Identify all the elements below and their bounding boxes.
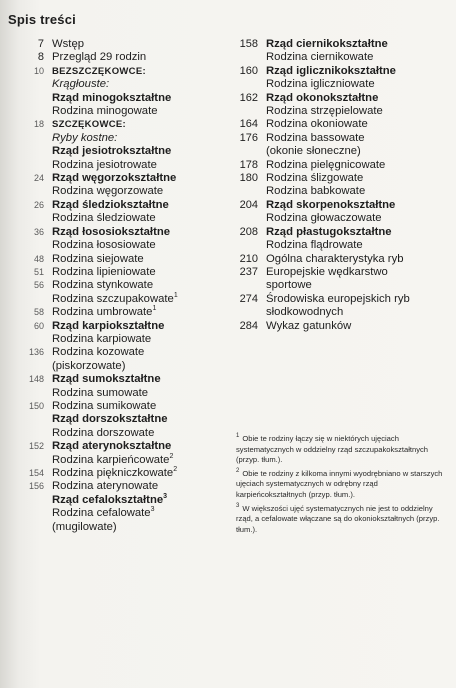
toc-entry-text: (piskorzowate)	[52, 359, 126, 372]
toc-entry	[18, 480, 228, 493]
toc-entry-label	[52, 306, 228, 319]
toc-entry-text: Wstęp	[52, 38, 85, 50]
toc-entry	[18, 78, 228, 91]
toc-entry-text: Rodzina węgorzowate	[52, 185, 164, 198]
footnote	[236, 434, 450, 466]
toc-entry	[18, 145, 228, 158]
toc-entry-text: Rodzina dorszowate	[52, 426, 155, 439]
toc-entry-text: Krągłouste:	[52, 78, 110, 91]
toc-page-number: 204	[239, 198, 258, 211]
toc-entry-text: Rodzina stynkowate	[52, 279, 154, 292]
toc-page-number: 274	[239, 292, 258, 305]
toc-entry-label	[52, 360, 228, 373]
toc-entry-text: Rząd węgorzokształtne	[52, 172, 177, 185]
toc-page-number: 152	[28, 441, 44, 452]
toc-page-number: 154	[28, 468, 44, 478]
toc-entry-text: Rodzina okoniowate	[266, 118, 368, 131]
toc-page-number: 10	[33, 65, 44, 76]
toc-entry-label	[266, 145, 450, 158]
toc-entry	[228, 266, 450, 279]
toc-entry-text: Rodzina lipieniowate	[52, 265, 156, 278]
footnote-mark: 3	[236, 503, 240, 510]
toc-entry-text: Rząd ciernikokształtne	[266, 38, 388, 50]
toc-entry-label	[266, 279, 450, 292]
footnote-marker: 2	[173, 466, 178, 474]
toc-entry-text: Rząd cefalokształtne	[52, 493, 164, 506]
toc-entry	[18, 427, 228, 440]
toc-entry-text: Rząd śledziokształtne	[52, 198, 169, 211]
toc-entry-label	[52, 118, 228, 131]
toc-page-number: 48	[33, 253, 44, 264]
toc-entry-text: Przegląd 29 rodzin	[52, 51, 147, 64]
toc-page-number: 162	[239, 91, 258, 104]
toc-entry	[228, 92, 450, 105]
toc-entry	[18, 521, 228, 534]
toc-entry	[18, 440, 228, 453]
toc-entry-label	[266, 132, 450, 145]
toc-entry-text: Wykaz gatunków	[266, 319, 352, 332]
toc-entry	[228, 172, 450, 185]
toc-entry	[18, 92, 228, 105]
toc-entry	[18, 346, 228, 359]
toc-page-number: 176	[239, 131, 258, 144]
toc-entry-text: Rodzina ślizgowate	[266, 172, 364, 185]
toc-entry-label	[52, 467, 228, 480]
toc-entry	[18, 132, 228, 145]
toc-entry-text: Rząd płastugokształtne	[266, 225, 392, 238]
toc-page-number: 18	[33, 119, 44, 130]
page-title: Spis treści	[8, 12, 76, 27]
toc-page-number: 136	[28, 347, 44, 358]
toc-entry-label	[52, 320, 228, 333]
toc-entry-text: Środowiska europejskich ryb	[266, 292, 410, 305]
toc-entry	[228, 226, 450, 239]
toc-entry	[18, 105, 228, 118]
toc-entry-text: Rząd jesiotrokształtne	[52, 145, 172, 158]
toc-entry	[18, 387, 228, 400]
toc-entry-text: Rząd minogokształtne	[52, 91, 172, 104]
toc-entry-label	[266, 65, 450, 78]
toc-entry-text: Ryby kostne:	[52, 131, 118, 144]
toc-entry-text: Rodzina karpiowate	[52, 332, 152, 345]
toc-entry-label	[52, 92, 228, 105]
toc-entry-text: Rodzina flądrowate	[266, 239, 363, 252]
footnote-marker: 1	[173, 291, 178, 299]
toc-entry-text: SZCZĘKOWCE:	[52, 119, 127, 131]
toc-entry-text: Rząd łososiokształtne	[52, 225, 171, 238]
toc-entry-text: sportowe	[266, 279, 312, 292]
toc-entry	[18, 306, 228, 319]
toc-entry-text: (okonie słoneczne)	[266, 145, 361, 158]
toc-page-number: 60	[33, 320, 44, 331]
toc-entry-text: Rząd sumokształtne	[52, 373, 161, 386]
toc-page-number: 36	[33, 226, 44, 237]
toc-entry-text: Rząd aterynokształtne	[52, 440, 172, 453]
toc-entry	[18, 266, 228, 279]
toc-entry	[228, 279, 450, 292]
toc-page-number: 208	[239, 225, 258, 238]
toc-entry	[18, 507, 228, 520]
toc-page-number: 158	[239, 38, 258, 50]
toc-entry	[228, 159, 450, 172]
toc-entry-text: Rodzina strzępielowate	[266, 105, 383, 118]
toc-entry	[18, 199, 228, 212]
toc-entry-text: Rodzina głowaczowate	[266, 212, 382, 225]
toc-entry-text: Rodzina pielęgnicowate	[266, 158, 386, 171]
toc-entry-label	[52, 387, 228, 400]
toc-entry	[18, 253, 228, 266]
toc-entry-text: Rodzina sumikowate	[52, 399, 157, 412]
toc-entry-text: Rodzina aterynowate	[52, 480, 159, 493]
toc-page-number: 160	[239, 64, 258, 77]
toc-entry-text: Rodzina ciernikowate	[266, 51, 374, 64]
toc-page-number: 148	[28, 374, 44, 385]
toc-entry-label	[52, 346, 228, 359]
toc-entry-text: Rząd dorszokształtne	[52, 413, 168, 426]
footnote-marker: 1	[152, 305, 157, 313]
toc-entry-label	[266, 118, 450, 131]
toc-entry-label	[266, 306, 450, 319]
toc-entry	[18, 467, 228, 480]
toc-entry	[18, 373, 228, 386]
toc-entry	[18, 360, 228, 373]
toc-entry-text: Rodzina minogowate	[52, 105, 158, 118]
toc-entry-label	[52, 440, 228, 453]
toc-entry-label	[52, 226, 228, 239]
toc-entry-label	[266, 293, 450, 306]
toc-entry-label	[52, 507, 228, 520]
toc-entry-text: Rząd karpiokształtne	[52, 319, 165, 332]
toc-entry	[18, 226, 228, 239]
toc-entry-label	[266, 172, 450, 185]
toc-entry	[18, 333, 228, 346]
toc-entry-label	[52, 279, 228, 292]
toc-page-number: 51	[33, 266, 44, 277]
toc-page-number: 24	[33, 173, 44, 184]
toc-page-number: 164	[239, 118, 258, 131]
toc-entry	[18, 279, 228, 292]
toc-entry	[228, 132, 450, 145]
toc-entry-label	[52, 454, 228, 467]
toc-page-number: 284	[239, 319, 258, 332]
toc-entry-label	[266, 92, 450, 105]
footnote-marker: 3	[163, 493, 168, 501]
footnote-text: W większości ujęć systematycznych nie jest to oddzielny rząd, a cefalowate włączane są do okoniokształtnych (przyp. tłum.).	[236, 503, 440, 534]
toc-entry-text: Rodzina umbrowate	[52, 306, 153, 319]
toc-entry	[18, 185, 228, 198]
toc-entry-label	[52, 38, 228, 51]
toc-entry-label	[266, 185, 450, 198]
toc-entry-label	[52, 132, 228, 145]
toc-page-number: 237	[239, 265, 258, 278]
toc-entry-label	[52, 494, 228, 507]
footnote-marker: 3	[150, 506, 155, 514]
toc-entry-label	[52, 427, 228, 440]
footnote-text: Obie te rodziny z kilkoma innymi wyodrębniano w starszych ujęciach systematycznych w odrębny rząd karpieńcokształtnych (przyp. tłum.).	[236, 468, 443, 499]
toc-entry-text: Rodzina śledziowate	[52, 212, 156, 225]
toc-entry-label	[52, 51, 228, 64]
toc-entry-text: Rodzina piękniczkowate	[52, 467, 174, 479]
toc-entry-text: Rząd skorpenokształtne	[266, 198, 396, 211]
toc-entry-label	[266, 253, 450, 266]
toc-entry-label	[266, 199, 450, 212]
toc-entry-text: Rodzina karpieńcowate	[52, 453, 170, 466]
toc-entry	[228, 78, 450, 91]
toc-entry-label	[52, 199, 228, 212]
toc-entry	[228, 145, 450, 158]
toc-entry-text: Rodzina jesiotrowate	[52, 158, 157, 171]
toc-entry	[18, 413, 228, 426]
toc-entry	[18, 51, 228, 64]
toc-entry-label	[52, 480, 228, 493]
toc-entry-text: Rodzina igliczniowate	[266, 78, 375, 91]
toc-entry-label	[52, 253, 228, 266]
toc-entry-label	[52, 373, 228, 386]
toc-left-column	[18, 38, 228, 534]
toc-entry	[228, 105, 450, 118]
toc-entry-label	[52, 78, 228, 91]
footnote-marker: 2	[169, 452, 174, 460]
toc-entry-label	[266, 239, 450, 252]
toc-entry	[18, 159, 228, 172]
toc-page-number: 150	[28, 400, 44, 411]
toc-entry-label	[52, 145, 228, 158]
toc-entry-text: Rodzina łososiowate	[52, 239, 156, 252]
toc-entry-text: Rząd okonokształtne	[266, 91, 379, 104]
toc-entry-label	[266, 78, 450, 91]
toc-entry	[18, 65, 228, 78]
toc-entry-text: Rodzina szczupakowate	[52, 292, 174, 305]
toc-entry-label	[52, 185, 228, 198]
toc-entry-text: słodkowodnych	[266, 306, 344, 319]
toc-entry-label	[52, 293, 228, 306]
toc-entry-text: Rodzina cefalowate	[52, 507, 151, 520]
toc-entry-label	[266, 159, 450, 172]
toc-entry	[18, 320, 228, 333]
toc-entry	[228, 293, 450, 306]
toc-entry-label	[266, 226, 450, 239]
toc-entry-text: Europejskie wędkarstwo	[266, 265, 388, 278]
toc-entry-label	[266, 105, 450, 118]
toc-entry	[228, 185, 450, 198]
toc-entry	[228, 320, 450, 333]
toc-entry-text: Rodzina bassowate	[266, 131, 365, 144]
footnote-text: Obie te rodziny łączy się w niektórych ujęciach systematycznych w oddzielny rząd szczupakokształtnych (przyp. tłum.).	[236, 434, 429, 465]
toc-entry-text: Rodzina kozowate	[52, 346, 145, 359]
toc-page-number: 8	[37, 51, 44, 64]
toc-entry	[18, 494, 228, 507]
toc-entry-label	[52, 400, 228, 413]
toc-entry-label	[52, 521, 228, 534]
toc-entry	[228, 253, 450, 266]
toc-entry-text: BEZSZCZĘKOWCE:	[52, 65, 146, 77]
toc-page-number: 178	[239, 158, 258, 171]
toc-entry	[18, 239, 228, 252]
toc-page-number: 156	[28, 481, 44, 492]
toc-entry	[18, 38, 228, 51]
toc-entry	[228, 212, 450, 225]
toc-right-column	[228, 38, 450, 333]
toc-entry-label	[52, 212, 228, 225]
toc-entry	[18, 293, 228, 306]
toc-entry-text: Rodzina siejowate	[52, 252, 144, 265]
toc-entry	[228, 199, 450, 212]
toc-entry-text: Rodzina sumowate	[52, 386, 149, 399]
toc-page-number: 210	[239, 252, 258, 265]
toc-entry-label	[52, 172, 228, 185]
footnote-mark: 1	[236, 433, 240, 440]
toc-entry-text: Ogólna charakterystyka ryb	[266, 252, 404, 265]
toc-entry	[228, 239, 450, 252]
toc-entry	[18, 212, 228, 225]
toc-entry	[18, 454, 228, 467]
toc-entry	[228, 118, 450, 131]
footnote	[236, 504, 450, 536]
toc-entry-label	[52, 105, 228, 118]
toc-page-number: 58	[33, 307, 44, 318]
toc-entry-label	[266, 212, 450, 225]
footnotes	[236, 434, 450, 538]
toc-entry	[228, 38, 450, 51]
toc-entry-label	[52, 239, 228, 252]
toc-entry	[18, 118, 228, 131]
footnote	[236, 469, 450, 501]
toc-page-number: 7	[37, 38, 44, 50]
toc-entry-label	[52, 413, 228, 426]
toc-page-number: 56	[33, 280, 44, 291]
toc-entry-label	[266, 51, 450, 64]
toc-entry-label	[52, 333, 228, 346]
toc-entry-label	[266, 320, 450, 333]
toc-page-number: 26	[33, 199, 44, 210]
toc-entry-text: Rodzina babkowate	[266, 185, 366, 198]
toc-entry-text: Rząd iglicznikokształtne	[266, 64, 396, 77]
toc-entry-label	[266, 266, 450, 279]
toc-entry	[18, 400, 228, 413]
toc-entry	[18, 172, 228, 185]
toc-entry-label	[266, 38, 450, 51]
toc-page-number: 180	[239, 172, 258, 185]
toc-entry-label	[52, 266, 228, 279]
toc-entry	[228, 51, 450, 64]
footnote-mark: 2	[236, 468, 240, 475]
toc-entry	[228, 306, 450, 319]
toc-entry-label	[52, 65, 228, 78]
toc-entry-text: (mugilowate)	[52, 520, 117, 533]
toc-entry	[228, 65, 450, 78]
toc-entry-label	[52, 159, 228, 172]
